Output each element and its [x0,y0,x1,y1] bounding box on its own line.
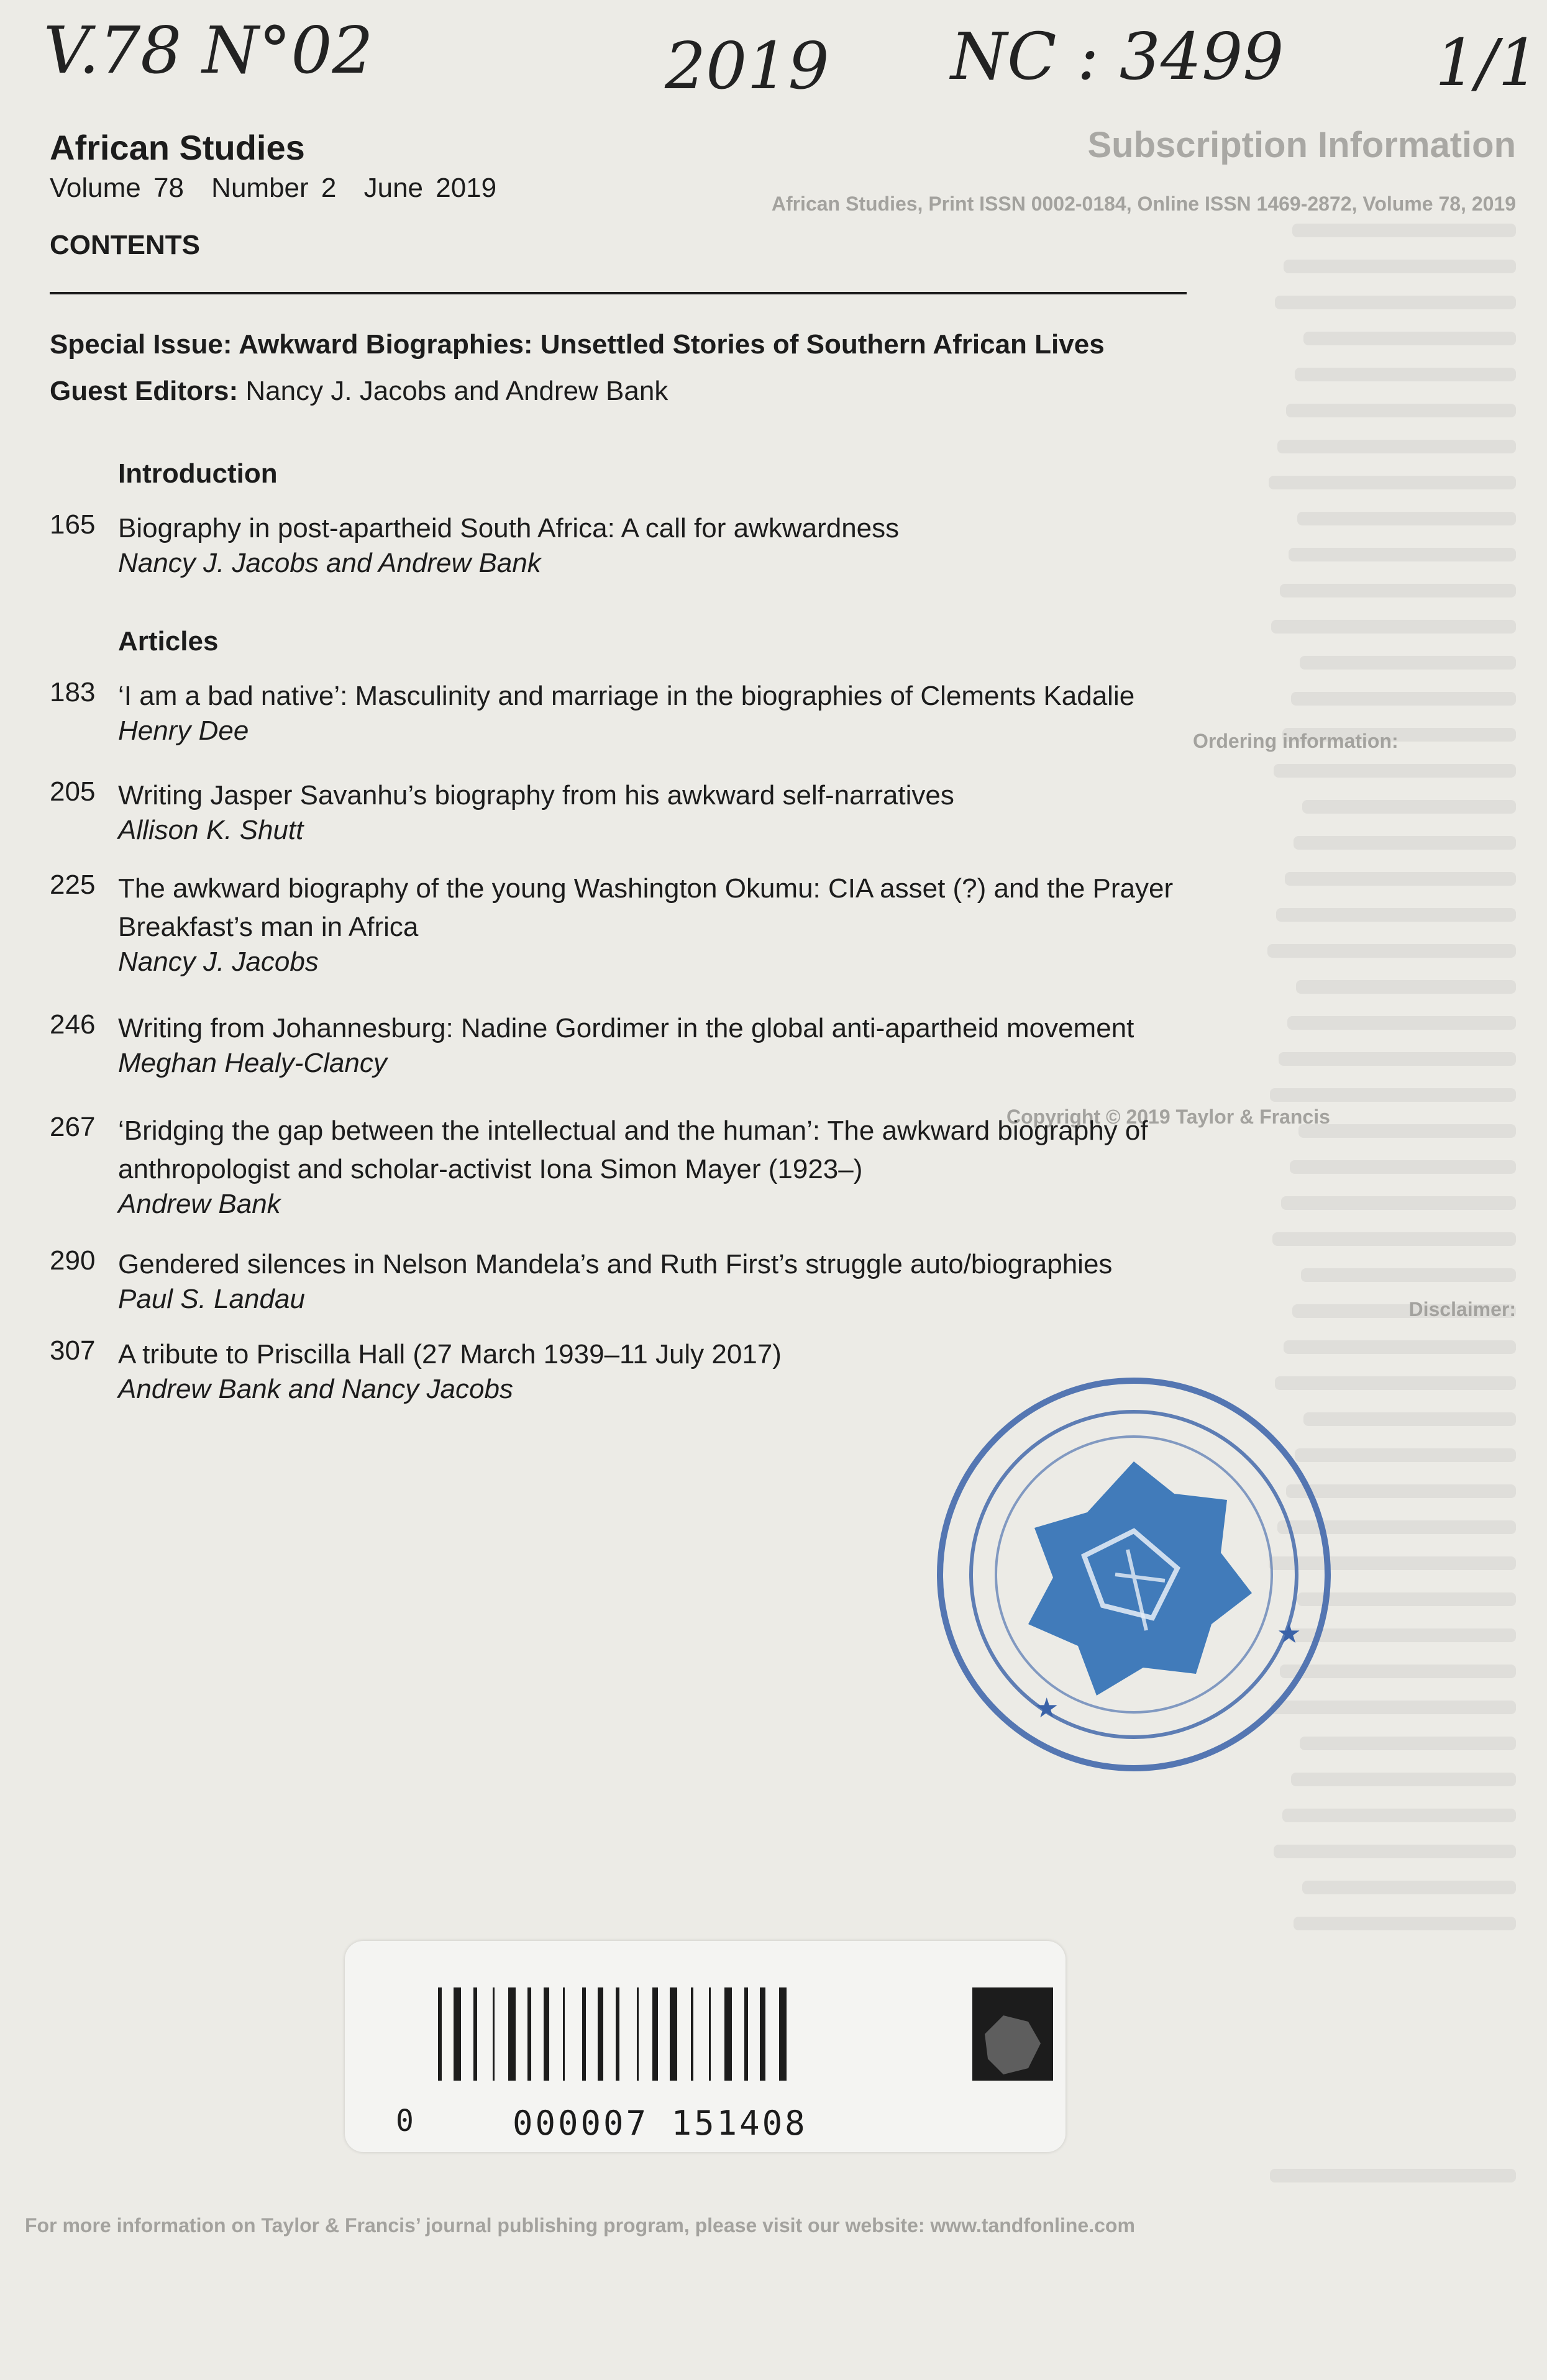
bleed-line [1274,1845,1516,1858]
bleed-line [1294,1917,1516,1930]
bleed-line [1279,1052,1516,1066]
entry-page-number: 183 [50,677,96,707]
entry-title-line: ‘Bridging the gap between the intellectual and the human’: The awkward biography of [118,1115,1148,1146]
barcode-bar [652,1987,658,2081]
entry-page-number: 290 [50,1245,96,1276]
section-articles: Articles [118,626,219,656]
entry-authors: Andrew Bank [118,1189,281,1219]
subscription-info-column [944,124,1516,166]
bleed-line [1274,764,1516,778]
bleed-line [1292,224,1516,237]
entry-title-line: Gendered silences in Nelson Mandela’s and Ruth First’s struggle auto/biographies [118,1249,1113,1279]
entry-authors: Nancy J. Jacobs and Andrew Bank [118,548,541,578]
barcode-bar [544,1987,549,2081]
barcode-bar [454,1987,461,2081]
barcode-number: 000007 151408 [513,2104,808,2143]
bleed-line [1272,1232,1516,1246]
issue-date: June 2019 [363,173,497,203]
bleed-line [1301,1268,1516,1282]
handwritten-year: 2019 [665,28,829,104]
bleed-line [1302,800,1516,814]
barcode-bar [527,1987,531,2081]
entry-title [118,870,1330,947]
contents-heading: CONTENTS [50,230,200,260]
subscription-issn: African Studies, Print ISSN 0002-0184, Online ISSN 1469-2872, Volume 78, 2019 [771,193,1516,215]
bleed-line [1284,260,1516,273]
entry-authors: Andrew Bank and Nancy Jacobs [118,1374,513,1404]
entry-authors: Allison K. Shutt [118,815,304,845]
bleed-line [1280,584,1516,597]
entry-title-line: A tribute to Priscilla Hall (27 March 1939–11 July 2017) [118,1339,782,1369]
entry-title-line: ‘I am a bad native’: Masculinity and marriage in the biographies of Clements Kadalie [118,681,1135,711]
entry-page-number: 225 [50,870,96,900]
handwritten-volume-number: V.78 N°02 [43,12,373,88]
entry-title [118,1245,1330,1284]
barcode-bar [616,1987,619,2081]
closing-info: For more information on Taylor & Francis’ journal publishing program, please visit our website: www.tandfonline.com [25,2214,1135,2237]
entry-title [118,1335,1330,1374]
entry-page-number: 246 [50,1009,96,1040]
barcode-bar [670,1987,677,2081]
bleed-line [1297,512,1516,525]
entry-title-line: Writing from Johannesburg: Nadine Gordimer in the global anti-apartheid movement [118,1013,1134,1043]
bleed-line [1277,440,1516,453]
bleed-line [1303,332,1516,345]
disclaimer-label: Disclaimer: [1408,1298,1516,1320]
entry-authors: Nancy J. Jacobs [118,947,319,977]
guest-editors-names: Nancy J. Jacobs and Andrew Bank [245,376,669,406]
special-issue-title: Special Issue: Awkward Biographies: Unsettled Stories of Southern African Lives [50,329,1105,360]
barcode-bar [493,1987,495,2081]
entry-title-line: Breakfast’s man in Africa [118,912,419,942]
barcode-label [345,1941,1066,2152]
svg-text:★: ★ [1277,1618,1302,1650]
bleed-line [1300,656,1516,670]
handwritten-nc-number: NC : 3499 [951,19,1284,94]
entry-title [118,776,1330,815]
entry-title [118,1112,1330,1189]
entry-page-number: 165 [50,509,96,540]
entry-authors: Paul S. Landau [118,1284,305,1314]
barcode-icon [345,1941,1066,2102]
subscription-info-title: Subscription Information [1087,125,1516,165]
contents-rule [50,292,1187,294]
svg-text:★: ★ [1034,1692,1059,1724]
bleed-line [1270,2169,1516,2182]
bleed-line [1289,548,1516,561]
ordering-info-label: Ordering information: [1193,730,1399,752]
entry-page-number: 205 [50,776,96,807]
entry-authors: Henry Dee [118,715,249,746]
bleed-line [1271,620,1516,634]
entry-title-line: The awkward biography of the young Washington Okumu: CIA asset (?) and the Prayer [118,873,1174,904]
guest-editors-label: Guest Editors: [50,376,239,406]
barcode-leading-digit: 0 [396,2104,414,2138]
barcode-bar [473,1987,477,2081]
library-stamp [929,1369,1339,1779]
entry-page-number: 267 [50,1112,96,1142]
issue-number: Number 2 [211,173,337,203]
barcode-bar [744,1987,748,2081]
bleed-line [1282,1809,1516,1822]
section-introduction: Introduction [118,458,278,489]
barcode-bar [637,1987,639,2081]
barcode-bar [563,1987,565,2081]
entry-title [118,677,1330,715]
journal-title: African Studies [50,128,305,167]
entry-title [118,1009,1330,1048]
bleed-line [1295,368,1516,381]
entry-title [118,509,1330,548]
bleed-line [1269,476,1516,489]
entry-title-line: Writing Jasper Savanhu’s biography from his awkward self-narratives [118,780,954,811]
bleed-line [1281,1196,1516,1210]
entry-authors: Meghan Healy-Clancy [118,1048,387,1078]
entry-title-line: anthropologist and scholar-activist Iona Simon Mayer (1923–) [118,1154,863,1184]
entry-title-line: Biography in post-apartheid South Africa: A call for awkwardness [118,513,900,543]
bleed-line [1296,980,1516,994]
entry-page-number: 307 [50,1335,96,1366]
barcode-bar [691,1987,693,2081]
bleed-line [1302,1881,1516,1894]
barcode-bar [582,1987,586,2081]
barcode-bar [438,1987,442,2081]
guest-editors [50,376,668,407]
barcode-bar [598,1987,603,2081]
handwritten-page-count: 1/1 [1435,25,1540,101]
bleed-line [1294,836,1516,850]
copyright-line: Copyright © 2019 Taylor & Francis [1006,1106,1330,1128]
barcode-bar [724,1987,732,2081]
barcode-bar [760,1987,765,2081]
barcode-bar [779,1987,787,2081]
bleed-line [1275,296,1516,309]
bleed-line [1286,404,1516,417]
issue-volume: Volume 78 [50,173,184,203]
barcode-bar [709,1987,711,2081]
issue-line [50,173,511,204]
barcode-bar [508,1987,516,2081]
